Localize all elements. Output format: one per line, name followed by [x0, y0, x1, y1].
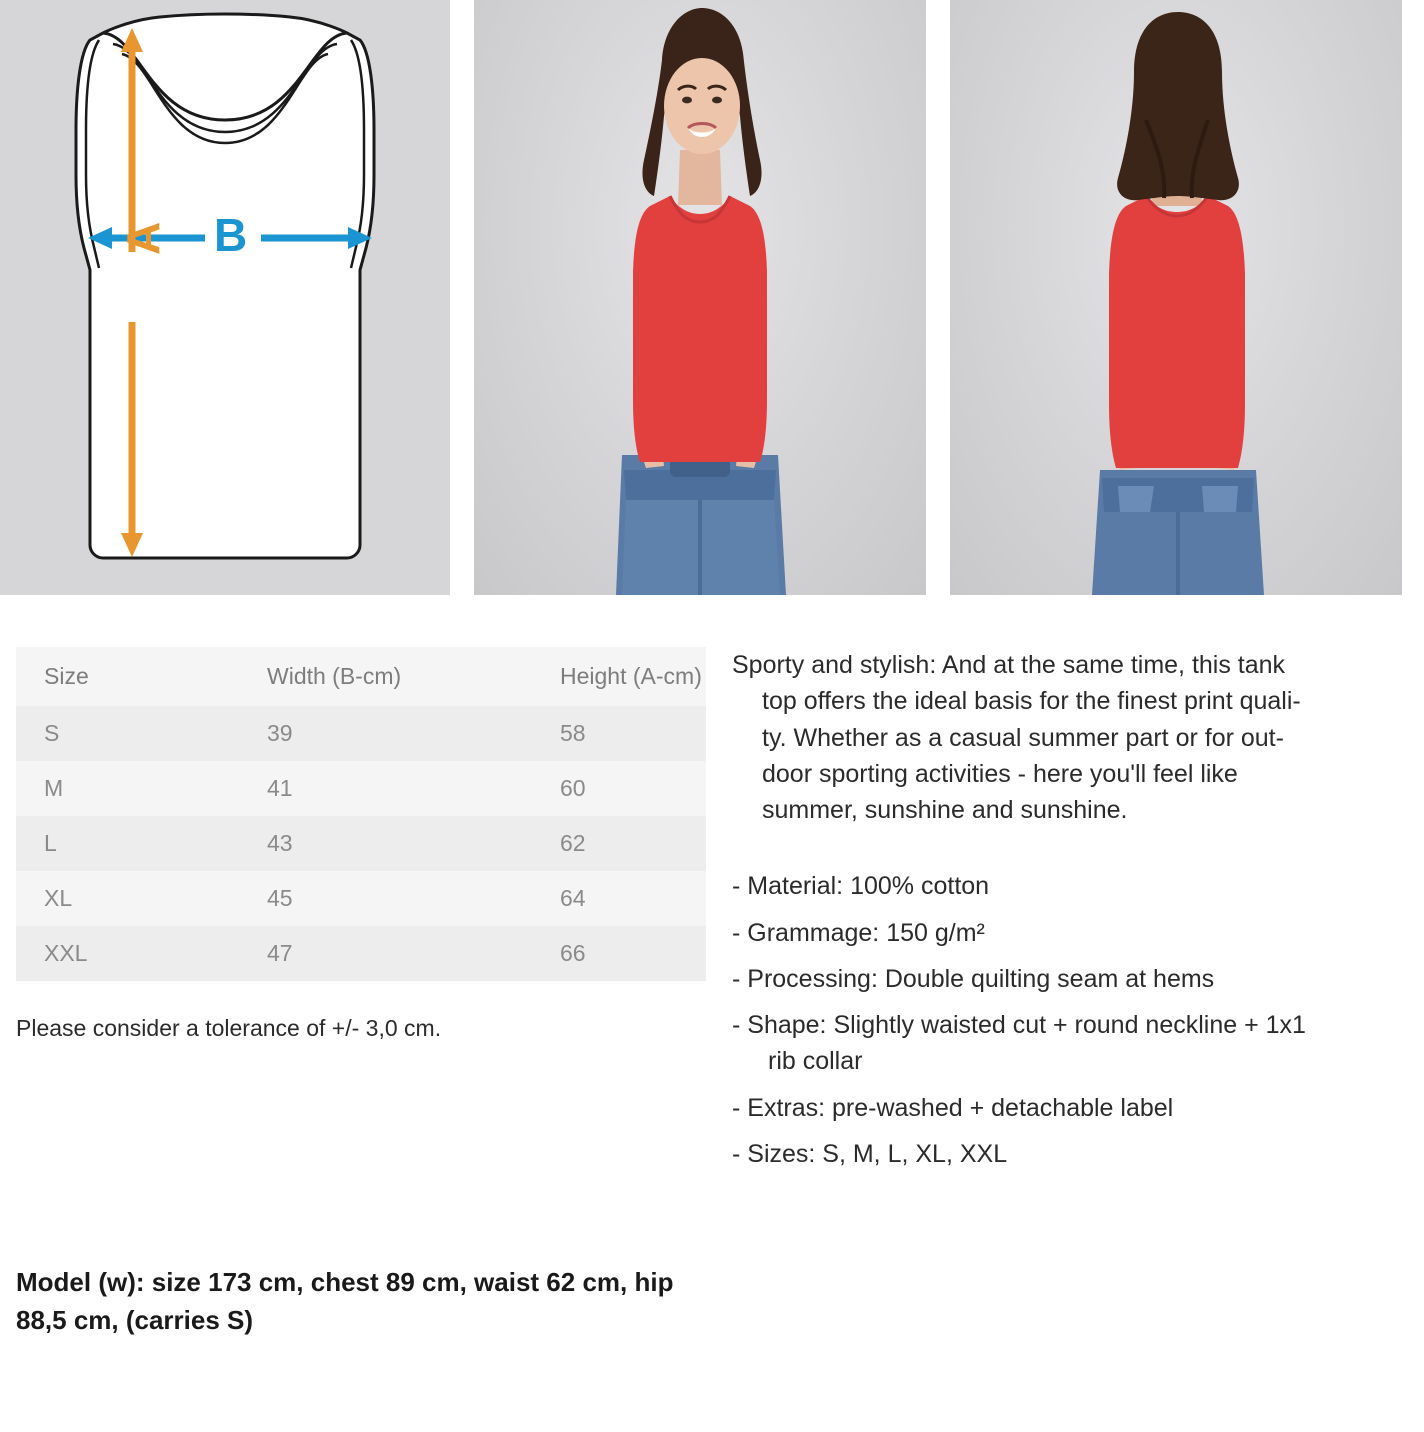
table-row — [16, 926, 706, 981]
spec-grammage — [732, 915, 1406, 951]
table-header-height: Height (A-cm) — [532, 647, 706, 706]
cell-width: 39 — [239, 706, 532, 761]
table-header-size: Size — [16, 647, 239, 706]
model-note-line-1: Model (w): size 173 cm, chest 89 cm, waist 62 — [16, 1267, 576, 1297]
cell-height: 58 — [532, 706, 706, 761]
spec-shape-text: - Shape: Slightly waisted cut + round neckline + 1x1 — [732, 1011, 1306, 1039]
spec-processing — [732, 961, 1406, 997]
cell-size: XXL — [16, 926, 239, 981]
table-row — [16, 816, 706, 871]
model-note-line-2: cm, hip 88,5 cm, (carries S) — [16, 1267, 674, 1335]
tank-top-measurement-diagram — [0, 0, 450, 595]
description-paragraph — [732, 647, 1406, 828]
spec-extras-text: - Extras: pre-washed + detachable label — [732, 1093, 1174, 1122]
spec-processing-text: - Processing: Double quilting seam at hems — [732, 964, 1215, 993]
table-row — [16, 761, 706, 816]
product-image-gallery — [0, 0, 1424, 595]
spec-shape-text-cont: rib collar — [768, 1047, 863, 1076]
spec-extras — [732, 1090, 1406, 1126]
spec-shape — [732, 1007, 1406, 1080]
cell-width: 45 — [239, 871, 532, 926]
cell-size: XL — [16, 871, 239, 926]
cell-width: 47 — [239, 926, 532, 981]
model-front-illustration — [474, 0, 926, 595]
cell-height: 60 — [532, 761, 706, 816]
specification-list — [732, 868, 1406, 1172]
cell-height: 66 — [532, 926, 706, 981]
model-back-photo — [950, 0, 1402, 595]
table-header-width: Width (B-cm) — [239, 647, 532, 706]
spec-material — [732, 868, 1406, 904]
cell-size: L — [16, 816, 239, 871]
cell-size: M — [16, 761, 239, 816]
cell-height: 62 — [532, 816, 706, 871]
cell-width: 43 — [239, 816, 532, 871]
spec-material-text: - Material: 100% cotton — [732, 872, 990, 901]
tolerance-note: Please consider a tolerance of +/- 3,0 cm. — [16, 1015, 442, 1041]
cell-width: 41 — [239, 761, 532, 816]
cell-height: 64 — [532, 871, 706, 926]
description-line-1: Sporty and stylish: And at the same time, this tank — [732, 651, 1286, 679]
size-chart-table — [16, 647, 706, 981]
tank-top-outline-svg — [0, 0, 450, 595]
product-description-column — [706, 647, 1406, 1182]
description-line-4: door sporting activities - here you'll feel like — [762, 759, 1238, 788]
model-back-illustration — [950, 0, 1402, 595]
measure-label-a: A — [117, 221, 169, 255]
measure-label-b: B — [214, 209, 248, 261]
description-line-5: summer, sunshine and sunshine. — [762, 796, 1128, 824]
spec-sizes-text: - Sizes: S, M, L, XL, XXL — [732, 1139, 1008, 1168]
table-row — [16, 871, 706, 926]
size-chart-column — [0, 647, 706, 1182]
spec-sizes — [732, 1136, 1406, 1172]
table-header-row — [16, 647, 706, 706]
spec-grammage-text: - Grammage: 150 g/m² — [732, 918, 985, 947]
model-measurements-note — [16, 1264, 716, 1339]
product-details-section — [0, 647, 1424, 1182]
description-line-2: top offers the ideal basis for the finest print quali- — [762, 687, 1301, 716]
table-row — [16, 706, 706, 761]
model-front-photo — [474, 0, 926, 595]
cell-size: S — [16, 706, 239, 761]
description-line-3: ty. Whether as a casual summer part or for out- — [762, 723, 1284, 752]
